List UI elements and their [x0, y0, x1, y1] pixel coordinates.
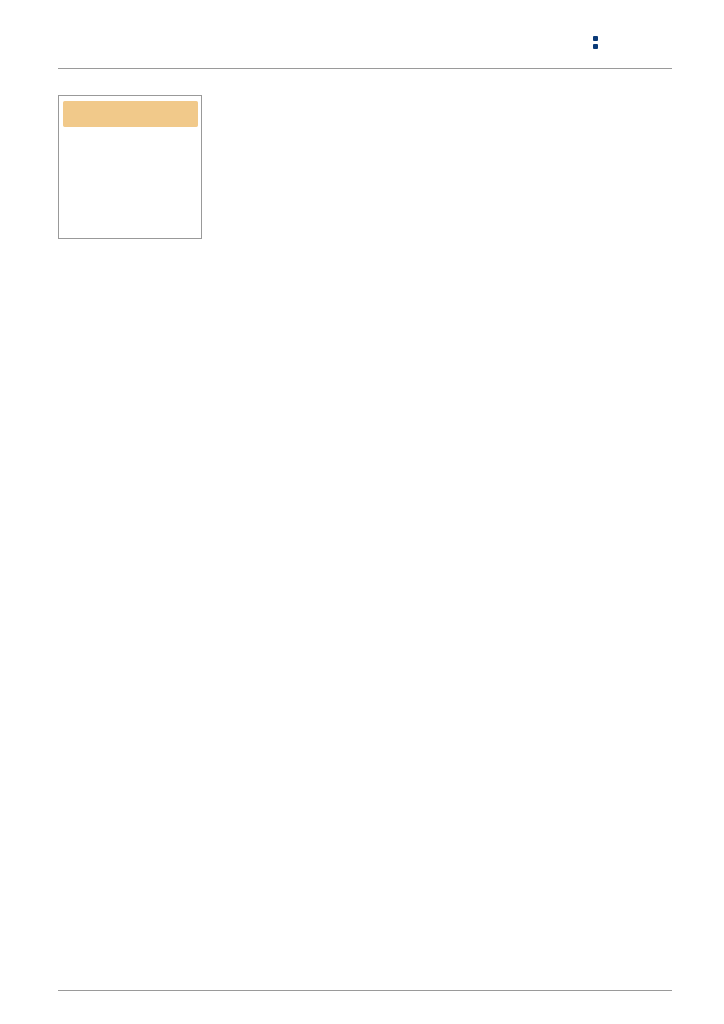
spec-heading	[217, 129, 672, 141]
footer-divider	[58, 990, 672, 991]
product-name	[217, 96, 672, 108]
header-divider	[58, 68, 672, 69]
product-image-frame	[58, 95, 202, 239]
spec-content	[217, 96, 672, 141]
busbar-image-icon	[63, 101, 198, 127]
logo-dots-icon	[593, 36, 599, 50]
